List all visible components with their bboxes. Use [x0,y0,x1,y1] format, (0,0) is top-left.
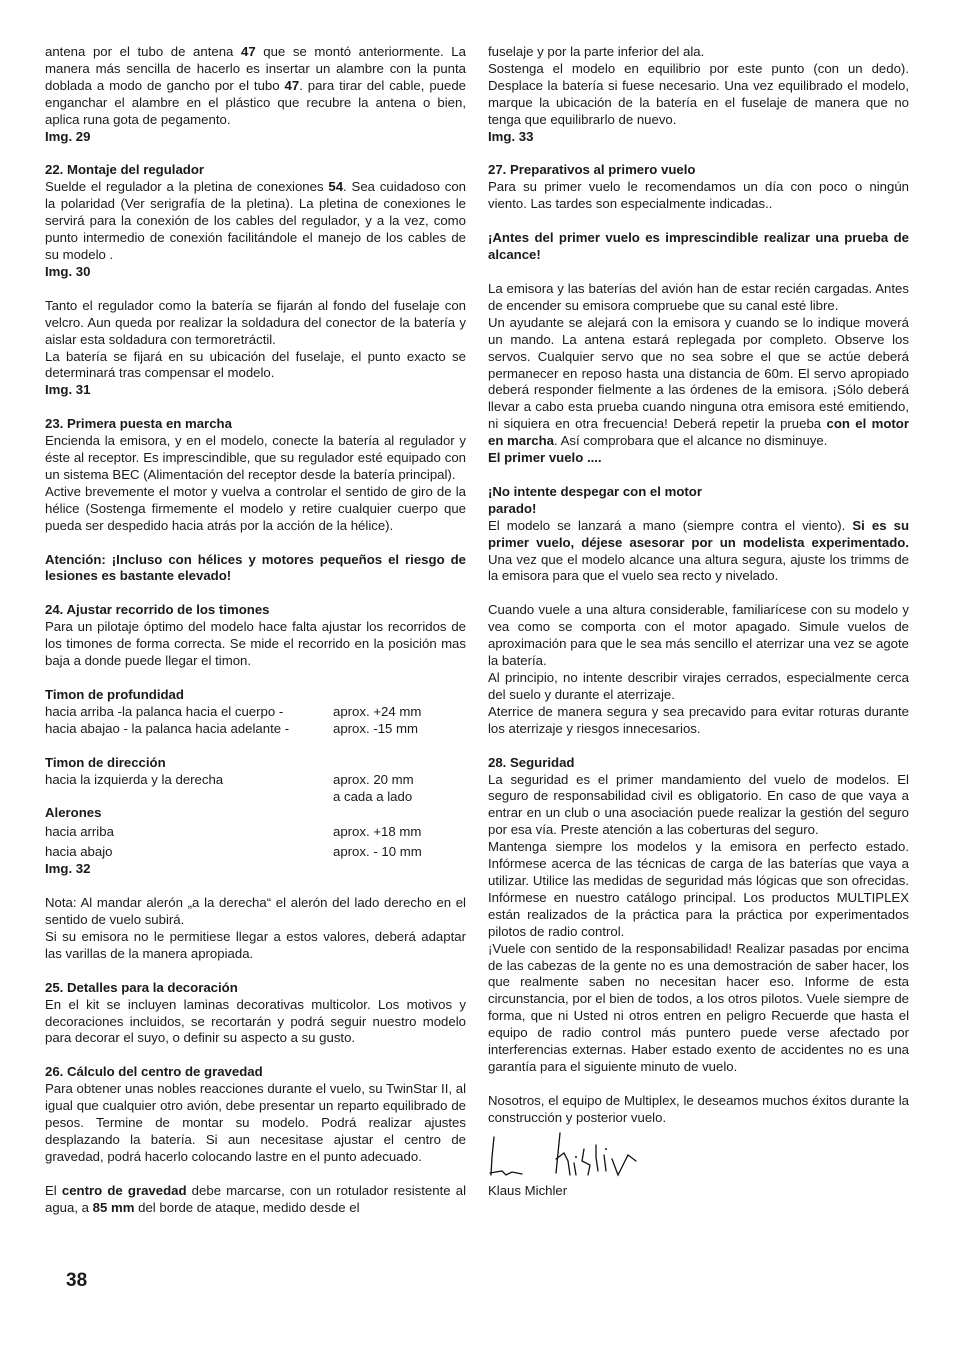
section-heading: 28. Seguridad [488,754,575,770]
subheading-first-flight: El primer vuelo .... [488,450,602,466]
throw-value: aprox. +24 mm [333,703,422,719]
throw-row [45,824,466,841]
section-heading: 24. Ajustar recorrido de los timones [45,602,270,618]
throw-row [45,772,466,806]
figure-reference: Img. 30 [45,263,91,279]
paragraph: Un ayudante se alejará con la emisora y cuando se lo indique moverá un mando. La antena estará replegada por completo. Observe los servos. Cualquier servo que no sea sobre el que se actúe deberá permanecer en reposo hasta una distancia de 60m. El servo apropiado deberá responder fielmente a las órdenes de la emisora. ¡Sólo deberá llevar a cabo esta prueba cuando ninguna otra emisora esté emitiendo, ni siquiera en otra frecuencia! Deberá repetir la prueba con el motor en marcha. Así comprobara que el alcance no disminuye. [488,314,909,449]
page-number: 38 [66,1270,88,1291]
paragraph: Cuando vuele a una altura considerable, familiarícese con su modelo y vea como se comporta con el motor apagado. Simule vuelos de aproximación para que le sea más sencillo el aterrizar una vez se agote la batería. [488,602,909,669]
paragraph: Sostenga el modelo en equilibrio por este punto (con un dedo). Desplace la batería si fuese necesario. Una vez equilibrado el modelo, marque la ubicación de la batería en el fuselaje de manera que no tenga que equilibrarlo de nuevo. [488,60,909,127]
subheading-rudder: Timon de dirección [45,754,166,770]
throw-label: hacia arriba [45,824,114,840]
closing-paragraph: Nosotros, el equipo de Multiplex, le deseamos muchos éxitos durante la construcción y posterior vuelo. [488,1092,909,1125]
figure-reference: Img. 29 [45,128,91,144]
paragraph: antena por el tubo de antena 47 que se montó anteriormente. La manera más sencilla de hacerlo es insertar un alambre con la punta doblada a modo de gancho por el tubo 47. para tirar del cable, puede enganchar el alambre en el plástico que recubre la antena o bien, aplica runa gota de pegamento. [45,44,466,127]
warning-text: ¡No intente despegar con el motor parado! [488,483,702,516]
paragraph: Tanto el regulador como la batería se fijarán al fondo del fuselaje con velcro. Aun queda por realizar la soldadura del conector de la batería y aislar esta soldadura con termoretráctil. [45,297,466,347]
paragraph: Suelde el regulador a la pletina de conexiones 54. Sea cuidadoso con la polaridad (Ver serigrafía de la pletina). La pletina de conexiones le servirá para la conexión de los cables del regulador, y a la vez, como punto intermedio de conexión facilitándole el manejo de los cables de su modelo . [45,179,466,262]
paragraph: Aterrice de manera segura y sea precavido para evitar roturas durante los aterrizaje y riesgos innecesarios. [488,703,909,736]
section-heading: 22. Montaje del regulador [45,162,205,178]
signature-name: Klaus Michler [488,1182,568,1198]
section-heading: 26. Cálculo del centro de gravedad [45,1064,263,1080]
throw-row [45,704,466,721]
throw-value: aprox. -15 mm [333,720,419,736]
paragraph: ¡Vuele con sentido de la responsabilidad! Realizar pasadas por encima de las cabezas de la gente no es una demostración de saber hacer, los que realmente saben no necesitan hacer eso. Informe de esta circunstancia, por el bien de todos, a los otros pilotos. Vuele siempre de forma, que ni Usted ni otros entren en peligro Recuerde que hasta el equipo de radio control más puntero puede verse afectado por interferencias externas. Haber estado exento de accidentes no es una garantía para el siguiente minuto de vuelo. [488,940,909,1074]
paragraph: La batería se fijará en su ubicación del fuselaje, el punto exacto se determinará tras compensar el modelo. [45,348,466,381]
subheading-ailerons: Alerones [45,805,102,821]
paragraph: Active brevemente el motor y vuelva a controlar el sentido de giro de la hélice (Sostenga firmemente el modelo y retire cualquier cuerpo que pueda ser despedido hacia atrás por la acción de la hélice). [45,483,466,533]
paragraph: El modelo se lanzará a mano (siempre contra el viento). Si es su primer vuelo, déjese asesorar por un modelista experimentado. Una vez que el modelo alcance una altura segura, ajuste los trimms de la emisora para que el vuelo sea recto y nivelado. [488,517,909,584]
paragraph: Si su emisora no le permitiese llegar a estos valores, deberá adaptar las varillas de la manera apropiada. [45,928,466,961]
left-column [45,44,466,1217]
right-column [488,44,909,1200]
throw-value: aprox. 20 mm a cada a lado [333,771,414,804]
figure-reference: Img. 31 [45,382,91,398]
paragraph: Encienda la emisora, y en el modelo, conecte la batería al regulador y éste al receptor. Es imprescindible, que su regulador esté equipado con un sistema BEC (Alimentación del receptor desde la batería principal). [45,433,466,482]
paragraph: En el kit se incluyen laminas decorativas multicolor. Los motivos y decoraciones incluidos, se recortarán y podrá seguir nuestro modelo para decorar el suyo, o definir su aspecto a su gusto. [45,996,466,1046]
handwritten-signature [488,1131,658,1183]
throw-label: hacia la izquierda y la derecha [45,771,224,787]
throw-row [45,844,466,861]
figure-reference: Img. 32 [45,861,91,877]
throw-row [45,721,466,738]
throw-label: hacia abajao - la palanca hacia adelante - [45,720,290,736]
paragraph: Para su primer vuelo le recomendamos un día con poco o ningún viento. Las tardes son especialmente indicadas.. [488,179,909,212]
paragraph: fuselaje y por la parte inferior del ala. [488,44,705,59]
throw-value: aprox. - 10 mm [333,844,422,860]
warning-text: ¡Antes del primer vuelo es imprescindible realizar una prueba de alcance! [488,230,909,263]
paragraph: Mantenga siempre los modelos y la emisora en perfecto estado. Infórmese acerca de las técnicas de carga de las baterías que vaya a utilizar. Utilice las medidas de seguridad más lógicas que son ofrecidas. Infórmese en nuestro catálogo principal. Los productos MULTIPLEX están realizados de la práctica para la práctica por experimentados pilotos de radio control. [488,839,909,939]
figure-reference: Img. 33 [488,128,534,144]
paragraph: Para obtener unas nobles reacciones durante el vuelo, su TwinStar II, al igual que cualquier otro avión, debe presentar un reparto equilibrado de pesos. Termine de montar su modelo. Podrá realizar ajustes desplazando la batería. Si aun necesitase ajustar el centro de gravedad, podrá hacerlo colocando lastre en el punto adecuado. [45,1081,466,1164]
throw-label: hacia arriba -la palanca hacia el cuerpo - [45,703,284,719]
paragraph: La seguridad es el primer mandamiento del vuelo de modelos. El seguro de responsabilidad civil es obligatorio. En caso de que vaya a entrar en un club o una asociación puede realizar la gestión del seguro por esa vía. Preste atención a las coberturas del seguro. [488,771,909,838]
warning-text: Atención: ¡Incluso con hélices y motores pequeños el riesgo de lesiones es bastante elevado! [45,551,466,584]
paragraph: Al principio, no intente describir virajes cerrados, especialmente cerca del suelo y durante el aterrizaje. [488,670,909,702]
paragraph: El centro de gravedad debe marcarse, con un rotulador resistente al agua, a 85 mm del borde de ataque, medido desde el [45,1182,467,1215]
section-heading: 23. Primera puesta en marcha [45,416,232,432]
paragraph: La emisora y las baterías del avión han de estar recién cargadas. Antes de encender su emisora compruebe que su canal esté libre. [488,280,909,313]
paragraph: Nota: Al mandar alerón „a la derecha“ el alerón del lado derecho en el sentido de vuelo subirá. [45,895,466,927]
section-heading: 25. Detalles para la decoración [45,979,238,995]
subheading-elevator: Timon de profundidad [45,687,184,702]
throw-label: hacia abajo [45,844,113,860]
paragraph: Para un pilotaje óptimo del modelo hace falta ajustar los recorridos de los timones de forma correcta. Se mide el recorrido en la posición mas baja a donde puede llegar el timon. [45,619,466,669]
throw-value: aprox. +18 mm [333,824,422,840]
section-heading: 27. Preparativos al primero vuelo [488,162,696,178]
